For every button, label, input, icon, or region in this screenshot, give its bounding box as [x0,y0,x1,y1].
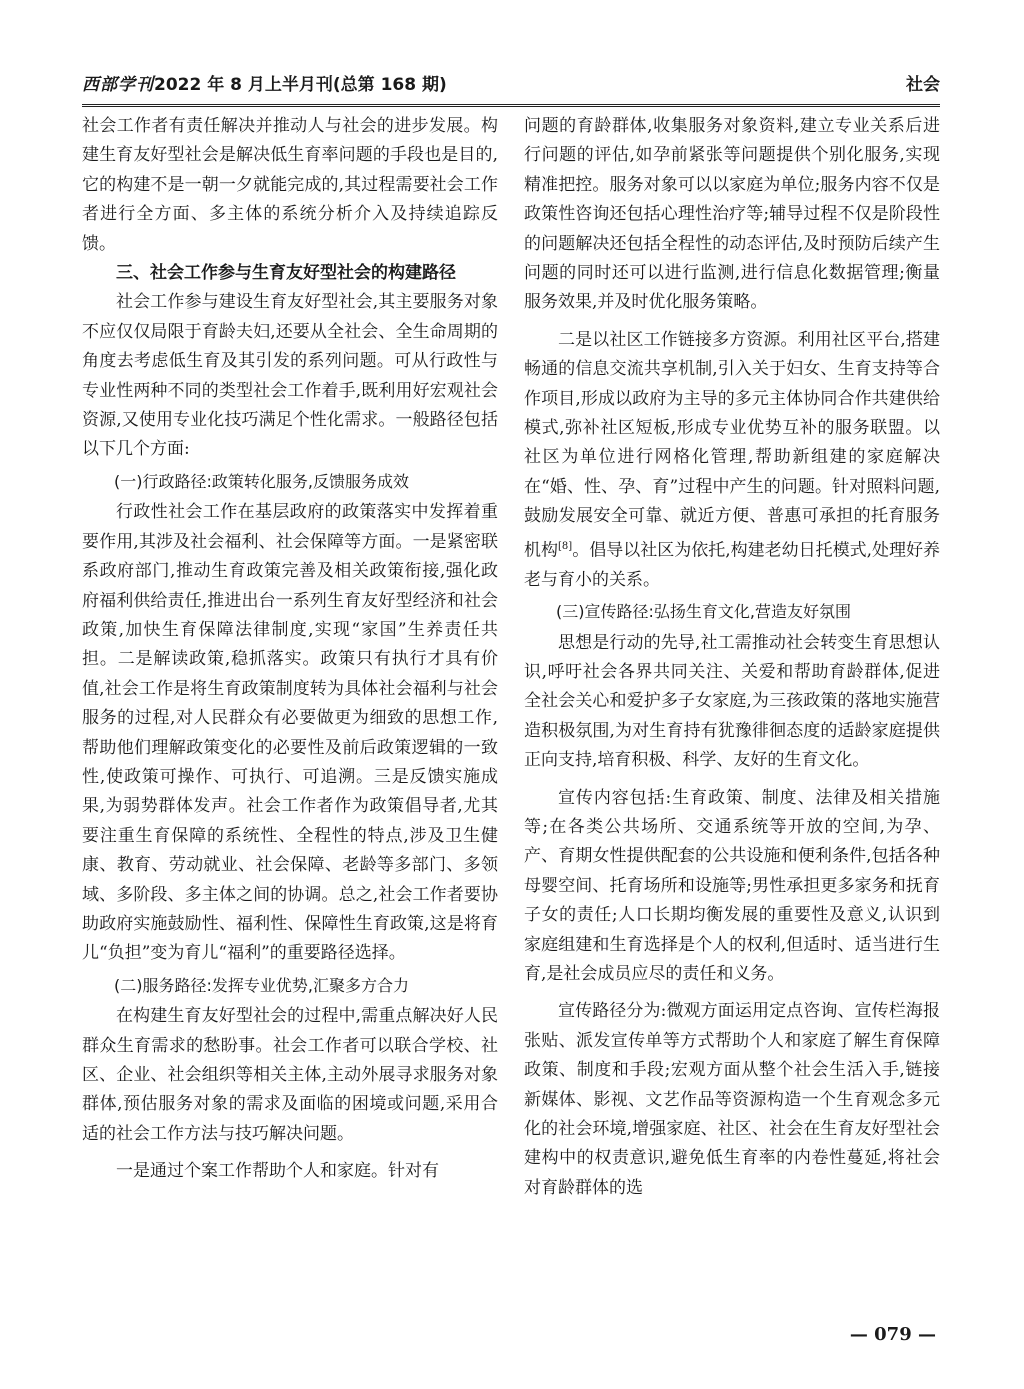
subsection-heading: (一)行政路径:政策转化服务,反馈服务成效 [114,471,409,491]
paragraph: 一是通过个案工作帮助个人和家庭。针对有 [116,1161,439,1182]
paragraph: 问题的育龄群体,收集服务对象资料,建立专业关系后进行问题的评估,如孕前紧张等问题提供个别化服务,实现精准把控。服务对象可以以家庭为单位;服务内容不仅是政策性咨询还包括心理性治疗等;辅导过程不仅是阶段性的问题解决还包括全程性的动态评估,及时预防后续产生问题的同时还可以进行监测,进行信息化数据管理;衡量服务效果,并及时优化服务策略。 [524,116,940,313]
paragraph: 思想是行动的先导,社工需推动社会转变生育思想认识,呼吁社会各界共同关注、关爱和帮助育龄群体,促进全社会关心和爱护多子女家庭,为三孩政策的落地实施营造积极氛围,为对生育持有犹豫徘徊态度的适龄家庭提供正向支持,培育积极、科学、友好的生育文化。 [524,632,940,771]
section-heading: 三、社会工作参与生育友好型社会的构建路径 [116,263,456,284]
journal-issue [82,70,447,95]
paragraph-text: 。倡导以社区为依托,构建老幼日托模式,处理好养老与育小的关系。 [524,540,940,590]
right-column [524,112,940,1312]
subsection-heading: (三)宣传路径:弘扬生育文化,营造友好氛围 [556,602,851,622]
paragraph: 社会工作者有责任解决并推动人与社会的进步发展。构建生育友好型社会是解决低生育率问题的手段也是目的,它的构建不是一朝一夕就能完成的,其过程需要社会工作者进行全方面、多主体的系统分析介入及持续追踪反馈。 [82,116,498,254]
paragraph: 社会工作参与建设生育友好型社会,其主要服务对象不应仅仅局限于育龄夫妇,还要从全社会、全生命周期的角度去考虑低生育及其引发的系列问题。可从行政性与专业性两种不同的类型社会工作着手,既利用好宏观社会资源,又使用专业化技巧满足个性化需求。一般路径包括以下几个方面: [82,292,498,460]
left-column [82,112,498,1312]
subsection-heading: (二)服务路径:发挥专业优势,汇聚多方合力 [114,975,409,995]
citation-ref: [8] [558,540,573,552]
running-header [82,70,940,100]
paragraph: 行政性社会工作在基层政府的政策落实中发挥着重要作用,其涉及社会福利、社会保障等方面。一是紧密联系政府部门,推动生育政策完善及相关政策衔接,强化政府福利供给责任,推进出台一系列生育友好型经济和社会政策,加快生育保障法律制度,实现“家国”生养责任共担。二是解读政策,稳抓落实。政策只有执行才具有价值,社会工作是将生育政策制度转为具体社会福利与社会服务的过程,对人民群众有必要做更为细致的思想工作,帮助他们理解政策变化的必要性及前后政策逻辑的一致性,使政策可操作、可执行、可追溯。三是反馈实施成果,为弱势群体发声。社会工作者作为政策倡导者,尤其要注重生育保障的系统性、全程性的特点,涉及卫生健康、教育、劳动就业、社会保障、老龄等多部门、多领域、多阶段、多主体之间的协调。总之,社会工作者要协助政府实施鼓励性、福利性、保障性生育政策,这是将育儿“负担”变为育儿“福利”的重要路径选择。 [82,502,498,964]
issue-label: 2022 年 8 月上半月刊(总第 168 期) [154,75,447,95]
paragraph: 宣传内容包括:生育政策、制度、法律及相关措施等;在各类公共场所、交通系统等开放的空间,为孕、产、育期女性提供配套的公共设施和便利条件,包括各种母婴空间、托育场所和设施等;男性承担更多家务和抚育子女的责任;人口长期均衡发展的重要性及意义,认识到家庭组建和生育选择是个人的权利,但适时、适当进行生育,是社会成员应尽的责任和义务。 [524,787,940,985]
paragraph: 在构建生育友好型社会的过程中,需重点解决好人民群众生育需求的愁盼事。社会工作者可以联合学校、社区、企业、社会组织等相关主体,主动外展寻求服务对象群体,预估服务对象的需求及面临的困境或问题,采用合适的社会工作方法与技巧解决问题。 [82,1006,498,1144]
page-number: — 079 — [849,1324,936,1345]
journal-logo: 西部学刊 [82,75,154,95]
paragraph [524,326,940,595]
paragraph: 宣传路径分为:微观方面运用定点咨询、宣传栏海报张贴、派发宣传单等方式帮助个人和家庭了解生育保障政策、制度和手段;宏观方面从整个社会生活入手,链接新媒体、影视、文艺作品等资源构造一个生育观念多元化的社会环境,增强家庭、社区、社会在生育友好型社会建构中的权责意识,避免低生育率的内卷性蔓延,将社会对育龄群体的选 [524,1001,940,1198]
paragraph-text: 二是以社区工作链接多方资源。利用社区平台,搭建畅通的信息交流共享机制,引入关于妇女、生育支持等合作项目,形成以政府为主导的多元主体协同合作共建供给模式,弥补社区短板,形成专业优势互补的服务联盟。以社区为单位进行网格化管理,帮助新组建的家庭解决在“婚、性、孕、育”过程中产生的问题。针对照料问题,鼓励发展安全可靠、就近方便、普惠可承担的托育服务机构 [524,329,940,561]
section-label: 社会 [906,75,940,95]
header-rule [82,104,940,107]
